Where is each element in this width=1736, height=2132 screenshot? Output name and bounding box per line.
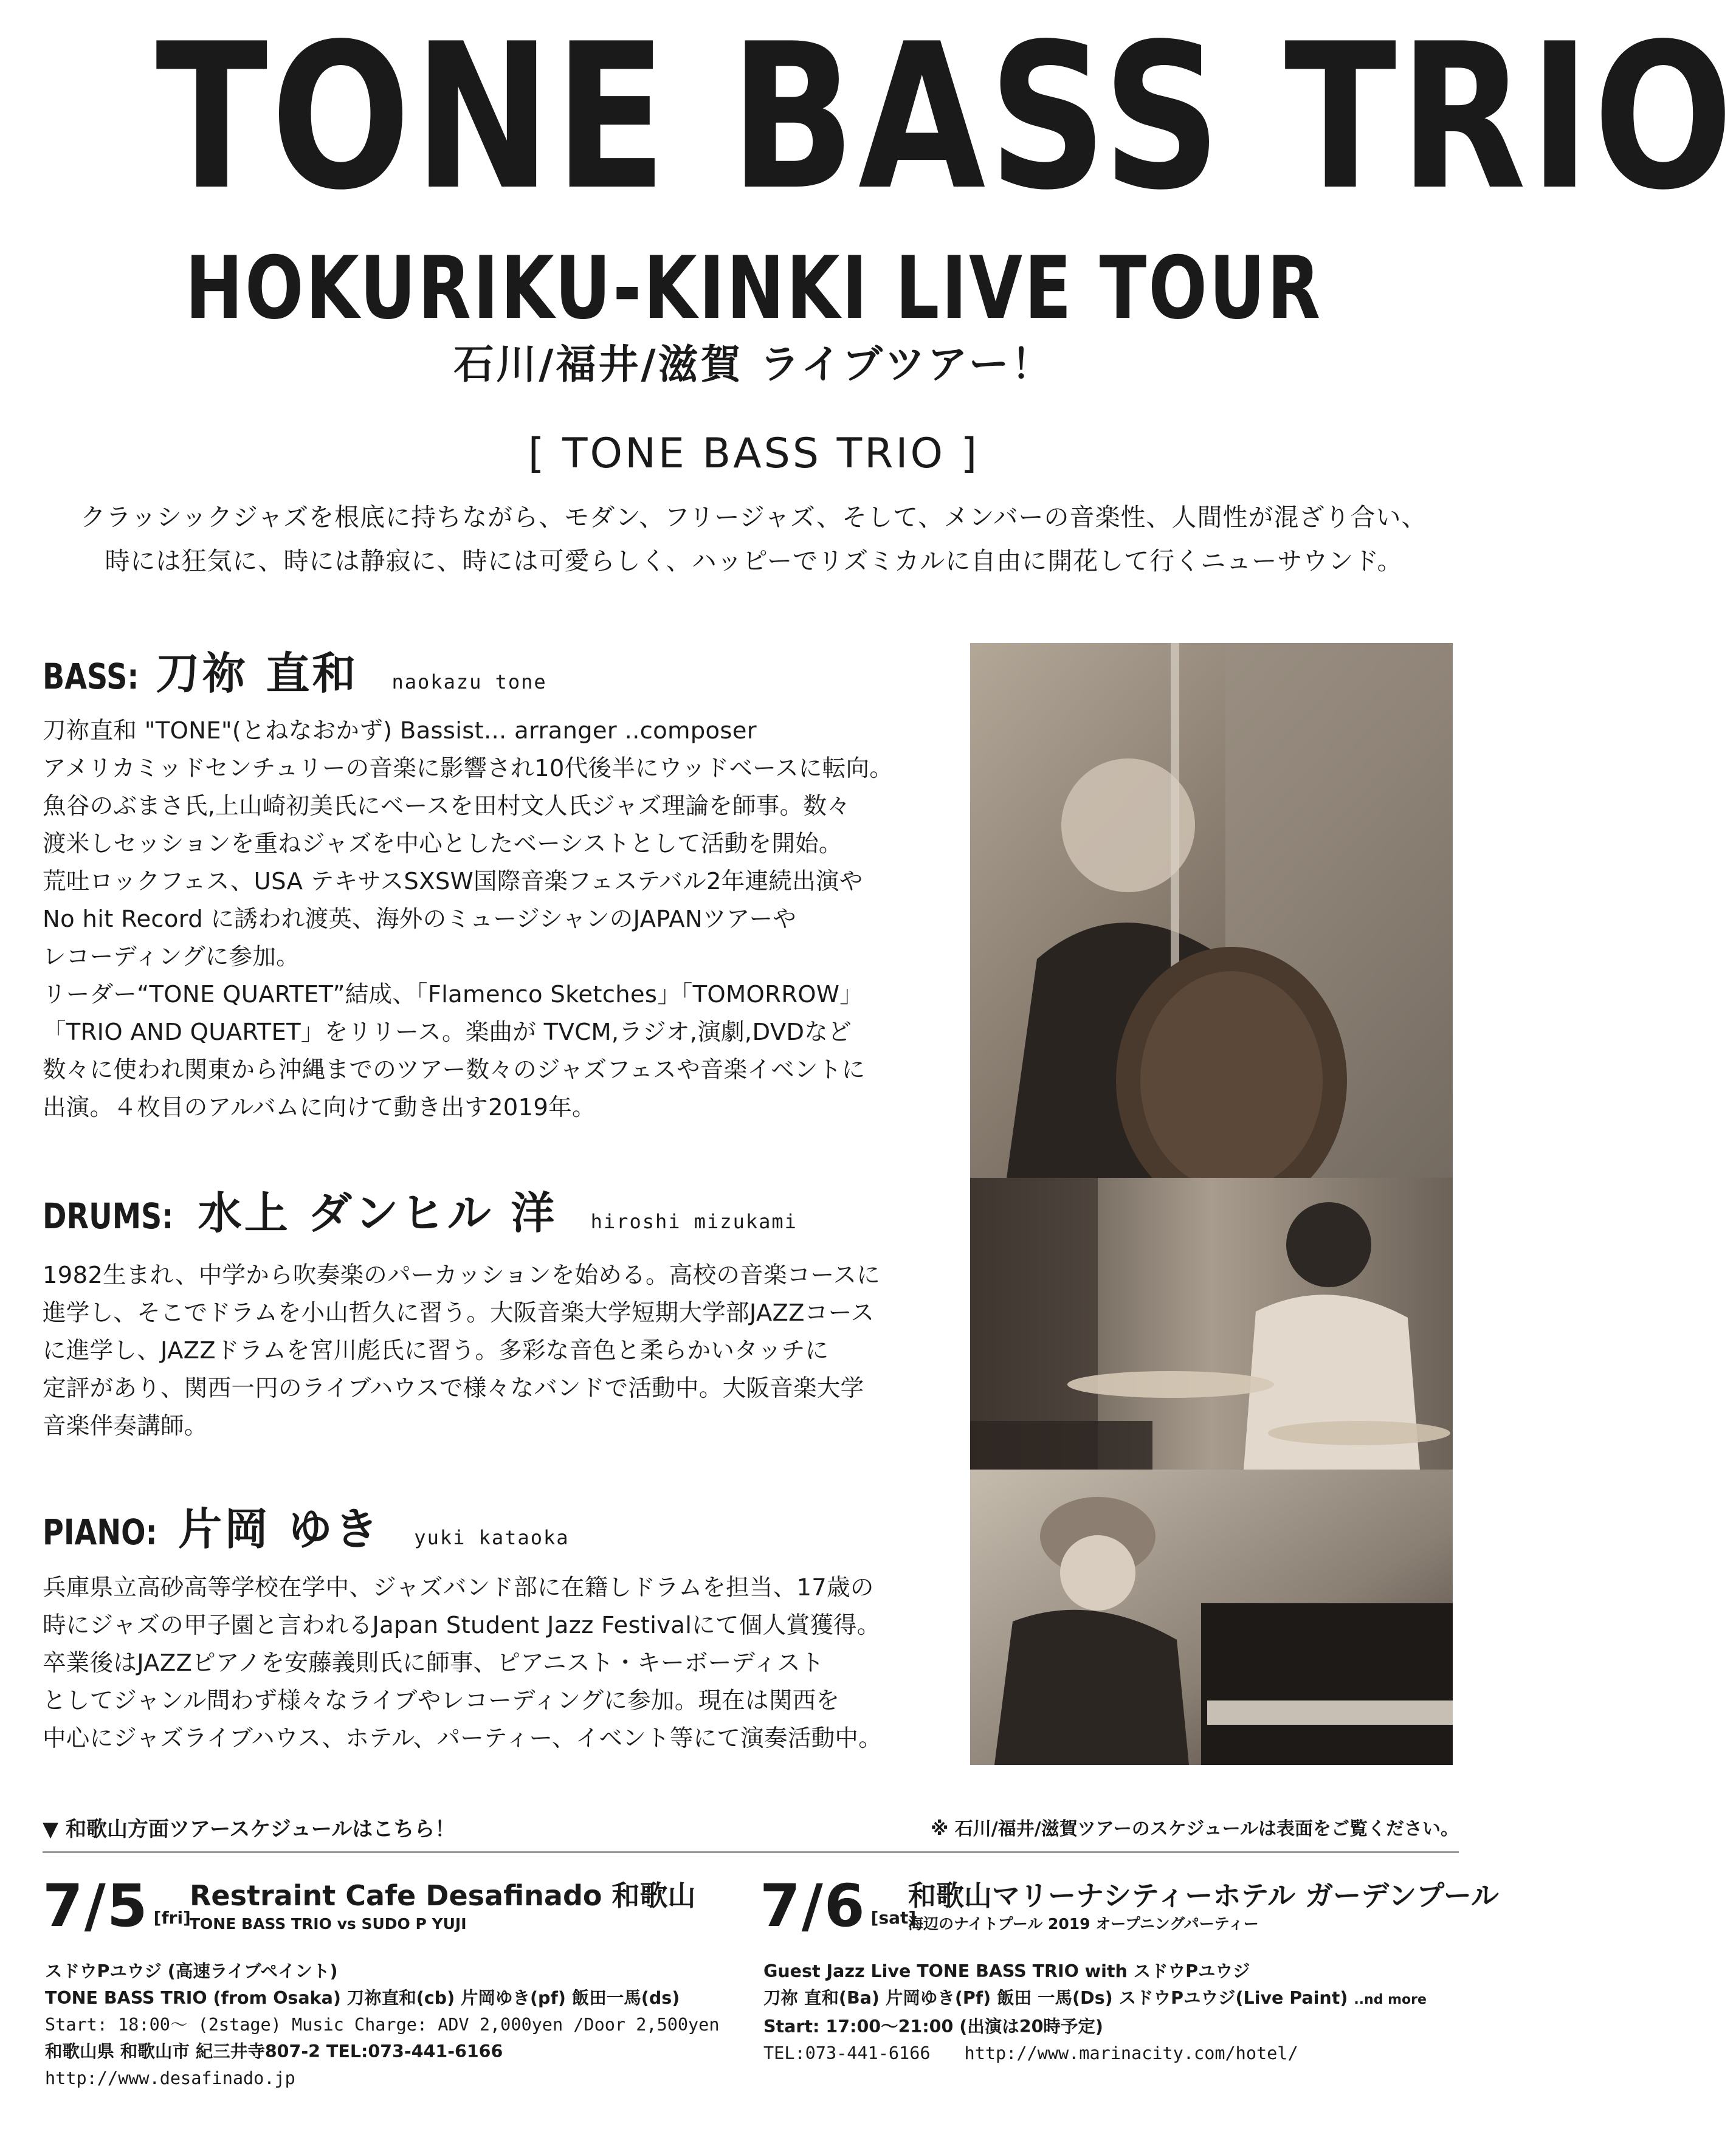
bio-line: 渡米しセッションを重ねジャズを中心としたベーシストとして活動を開始。 xyxy=(43,830,842,858)
event-line xyxy=(763,2040,1427,2067)
event-line: 和歌山県 和歌山市 紀三井寺807-2 TEL:073-441-6166 xyxy=(45,2041,503,2062)
bio-line: 刀祢直和 "TONE"(とねなおかず) Bassist... arranger ..composer xyxy=(43,717,757,744)
bio-line: 「TRIO AND QUARTET」をリリース。楽曲が TVCM,ラジオ,演劇,DVDなど xyxy=(43,1019,852,1046)
schedule-bar xyxy=(43,1811,1459,1848)
bio-line: 1982生まれ、中学から吹奏楽のパーカッションを始める。高校の音楽コースに xyxy=(43,1262,881,1289)
bio-line: レコーディングに参加。 xyxy=(43,943,300,971)
pianist-photo-art xyxy=(970,1470,1453,1765)
bio-line: 兵庫県立高砂高等学校在学中、ジャズバンド部に在籍しドラムを担当、17歳の xyxy=(43,1574,874,1601)
bio-line: 時にジャズの甲子園と言われるJapan Student Jazz Festivalにて個人賞獲得。 xyxy=(43,1612,881,1639)
band-intro xyxy=(36,495,1471,583)
intro-line: 時には狂気に、時には静寂に、時には可愛らしく、ハッピーでリズミカルに自由に開花して行くニューサウンド。 xyxy=(105,546,1403,576)
member-name: 刀祢 直和 xyxy=(156,648,359,699)
bio-line: 数々に使われ関東から沖縄までのツアー数々のジャズフェスや音楽イベントに xyxy=(43,1056,866,1084)
bio-line: 定評があり、関西一円のライブハウスで様々なバンドで活動中。大阪音楽大学 xyxy=(43,1375,864,1402)
bio-line: 魚谷のぶまさ氏,上山崎初美氏にベースを田村文人氏ジャズ理論を師事。数々 xyxy=(43,793,851,820)
tour-subtitle: HOKURIKU-KINKI LIVE TOUR xyxy=(185,238,1323,339)
member-name: 水上 ダンヒル 洋 xyxy=(198,1188,557,1239)
member-bio-bass xyxy=(43,712,936,1127)
bio-line: リーダー“TONE QUARTET”結成、「Flamenco Sketches」「TOMORROW」 xyxy=(43,981,864,1008)
event-line: スドウPユウジ (高速ライブペイント) xyxy=(45,1961,338,1981)
bio-line: 卒業後はJAZZピアノを安藤義則氏に師事、ピアニスト・キーボーディスト xyxy=(43,1649,824,1677)
event-date: 7/6 xyxy=(760,1872,866,1940)
member-role: BASS: xyxy=(43,656,139,697)
event-line-more: ..nd more xyxy=(1354,1992,1427,2007)
schedule-note-left: ▼ 和歌山方面ツアースケジュールはこちら！ xyxy=(43,1817,456,1841)
bio-line: としてジャンル問わず様々なライブやレコーディングに参加。現在は関西を xyxy=(43,1687,840,1714)
event-details-2 xyxy=(763,1958,1427,2067)
main-title: TONE BASS TRIO xyxy=(156,1,1736,234)
event-venue-sub: TONE BASS TRIO vs SUDO P YUJI xyxy=(190,1915,467,1933)
event-weekday: [sat] xyxy=(870,1908,917,1928)
event-line-text: 刀祢 直和(Ba) 片岡ゆき(Pf) 飯田 一馬(Ds) スドウPユウジ(Live Paint) xyxy=(763,1988,1348,2008)
event-line: Guest Jazz Live TONE BASS TRIO with スドウPユウジ xyxy=(763,1961,1250,1981)
member-role: DRUMS: xyxy=(43,1195,174,1237)
event-venue-sub: 海辺のナイトプール 2019 オープニングパーティー xyxy=(908,1915,1259,1933)
event-venue-block-2 xyxy=(908,1878,1499,1935)
member-roman-name: naokazu tone xyxy=(391,670,547,693)
bio-line: No hit Record に誘われ渡英、海外のミュージシャンのJAPANツアーや xyxy=(43,906,797,933)
event-weekday: [fri] xyxy=(153,1908,191,1928)
event-date-1 xyxy=(43,1872,191,1940)
member-heading-piano xyxy=(43,1494,569,1555)
schedule-note-right: ※ 石川/福井/滋賀ツアーのスケジュールは表面をご覧ください。 xyxy=(931,1818,1459,1840)
drummer-photo xyxy=(970,1178,1453,1470)
intro-line: クラッシックジャズを根底に持ちながら、モダン、フリージャズ、そして、メンバーの音楽性、人間性が混ざり合い、 xyxy=(80,503,1427,532)
event-link[interactable]: http://www.desafinado.jp xyxy=(45,2068,295,2088)
bio-line: 音楽伴奏講師。 xyxy=(43,1412,208,1440)
member-heading-drums xyxy=(43,1178,797,1239)
event-line xyxy=(763,1985,1427,2013)
band-heading: [ TONE BASS TRIO ] xyxy=(528,430,980,478)
event-venue-block-1 xyxy=(190,1878,696,1935)
bio-line: 出演。４枚目のアルバムに向けて動き出す2019年。 xyxy=(43,1094,596,1121)
divider xyxy=(43,1851,1459,1853)
member-heading-bass xyxy=(43,638,547,699)
bio-line: アメリカミッドセンチュリーの音楽に影響され10代後半にウッドベースに転向。 xyxy=(43,755,894,782)
event-link[interactable]: http://www.marinacity.com/hotel/ xyxy=(964,2043,1298,2063)
bio-line: 中心にジャズライブハウス、ホテル、パーティー、イベント等にて演奏活動中。 xyxy=(43,1725,883,1752)
event-phone: TEL:073-441-6166 xyxy=(763,2043,931,2063)
member-roman-name: hiroshi mizukami xyxy=(590,1210,797,1233)
bio-line: 進学し、そこでドラムを小山哲久に習う。大阪音楽大学短期大学部JAZZコース xyxy=(43,1299,875,1327)
member-name: 片岡 ゆき xyxy=(178,1504,381,1555)
event-line: Start: 18:00～ (2stage) Music Charge: ADV 2,000yen /Door 2,500yen xyxy=(45,2015,720,2035)
member-roman-name: yuki kataoka xyxy=(414,1526,570,1549)
event-line: Start: 17:00～21:00 (出演は20時予定) xyxy=(763,2017,1103,2037)
event-line: TONE BASS TRIO (from Osaka) 刀祢直和(cb) 片岡ゆき(pf) 飯田一馬(ds) xyxy=(45,1988,680,2008)
bio-line: 荒吐ロックフェス、USA テキサスSXSW国際音楽フェステバル2年連続出演や xyxy=(43,868,863,895)
pianist-photo xyxy=(970,1470,1453,1765)
member-bio-piano xyxy=(43,1569,936,1758)
event-date-2 xyxy=(760,1872,916,1940)
event-date: 7/5 xyxy=(43,1872,149,1940)
tour-tagline: 石川/福井/滋賀 ライブツアー！ xyxy=(453,341,1054,388)
member-bio-drums xyxy=(43,1257,936,1445)
bassist-photo xyxy=(970,643,1453,1178)
bassist-photo-art xyxy=(970,643,1453,1178)
member-role: PIANO: xyxy=(43,1511,157,1553)
event-venue: 和歌山マリーナシティーホテル ガーデンプール xyxy=(908,1879,1499,1912)
bio-line: に進学し、JAZZドラムを宮川彪氏に習う。多彩な音色と柔らかいタッチに xyxy=(43,1337,829,1364)
event-venue: Restraint Cafe Desafinado 和歌山 xyxy=(190,1879,696,1912)
drummer-photo-art xyxy=(970,1178,1453,1470)
event-details-1 xyxy=(45,1958,719,2092)
